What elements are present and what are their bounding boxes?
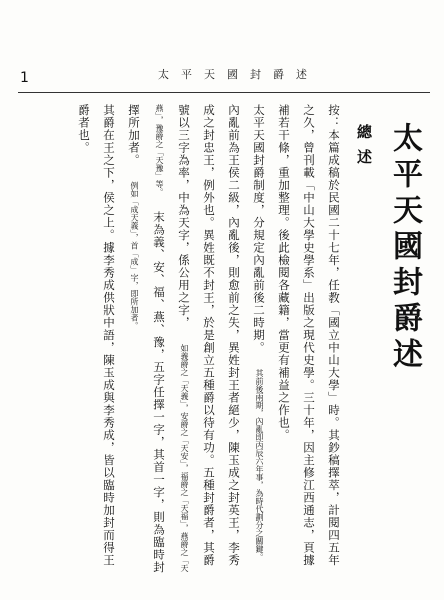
article-body (21, 104, 426, 574)
paragraph-1-text: 按：本篇成稿於民國二十七年，任教「國立中山大學」時。其鈔稿擇萃，計閱四五年之久，曾刊載「中山大學史學系」出版之現代史學。三十年，因主修江西通志，頁據補若干條，重加整理。後此檢閱各藏籍，當更有補益之作也。 (277, 104, 341, 567)
paragraph-3 (71, 104, 121, 574)
section-heading: 總述 (355, 124, 373, 174)
page-number: 1 (20, 70, 29, 86)
annotation-note-1: 其前後兩期，內亂即丙辰六年事，為時代劃分之關鍵。 (255, 369, 264, 561)
annotation-note-3: 例如「成天義」，首「成」字，即所加者。 (130, 181, 139, 330)
header-rule (18, 92, 430, 93)
annotation-note-2: 如義爵之「天義」，安爵之「天安」，福爵之「天福」，燕爵之「天燕」，豫爵之「天豫」等。 (155, 104, 189, 572)
paragraph-2-body: 內亂前為王侯二級，內亂後，則愈前之失，異姓封王者絕少，陳玉成之封英王，李秀成之封忠王，例外也。異姓既不封王，於是創立五種爵以待有功。五種封爵者，其爵號以三字為率，中為天字，係公用之字， (177, 104, 241, 567)
article-title: 太平天國封爵述 (387, 122, 422, 374)
paragraph-3-text: 其爵在王之下，侯之上。據李秀成供狀中語，陳玉成與李秀成，皆以臨時加封而得王爵者也。 (77, 104, 116, 567)
paragraph-2 (121, 104, 271, 574)
running-head: 太平天國封爵述 (158, 68, 319, 81)
paragraph-2-lead: 太平天國封爵制度，分規定內亂前後二時期。 (252, 104, 266, 354)
paragraph-1 (271, 104, 346, 574)
paragraph-2-end: 末為義、安、福、燕、豫，五字任擇一字，其首一字，則為臨時封擇所加者。 (127, 104, 166, 574)
